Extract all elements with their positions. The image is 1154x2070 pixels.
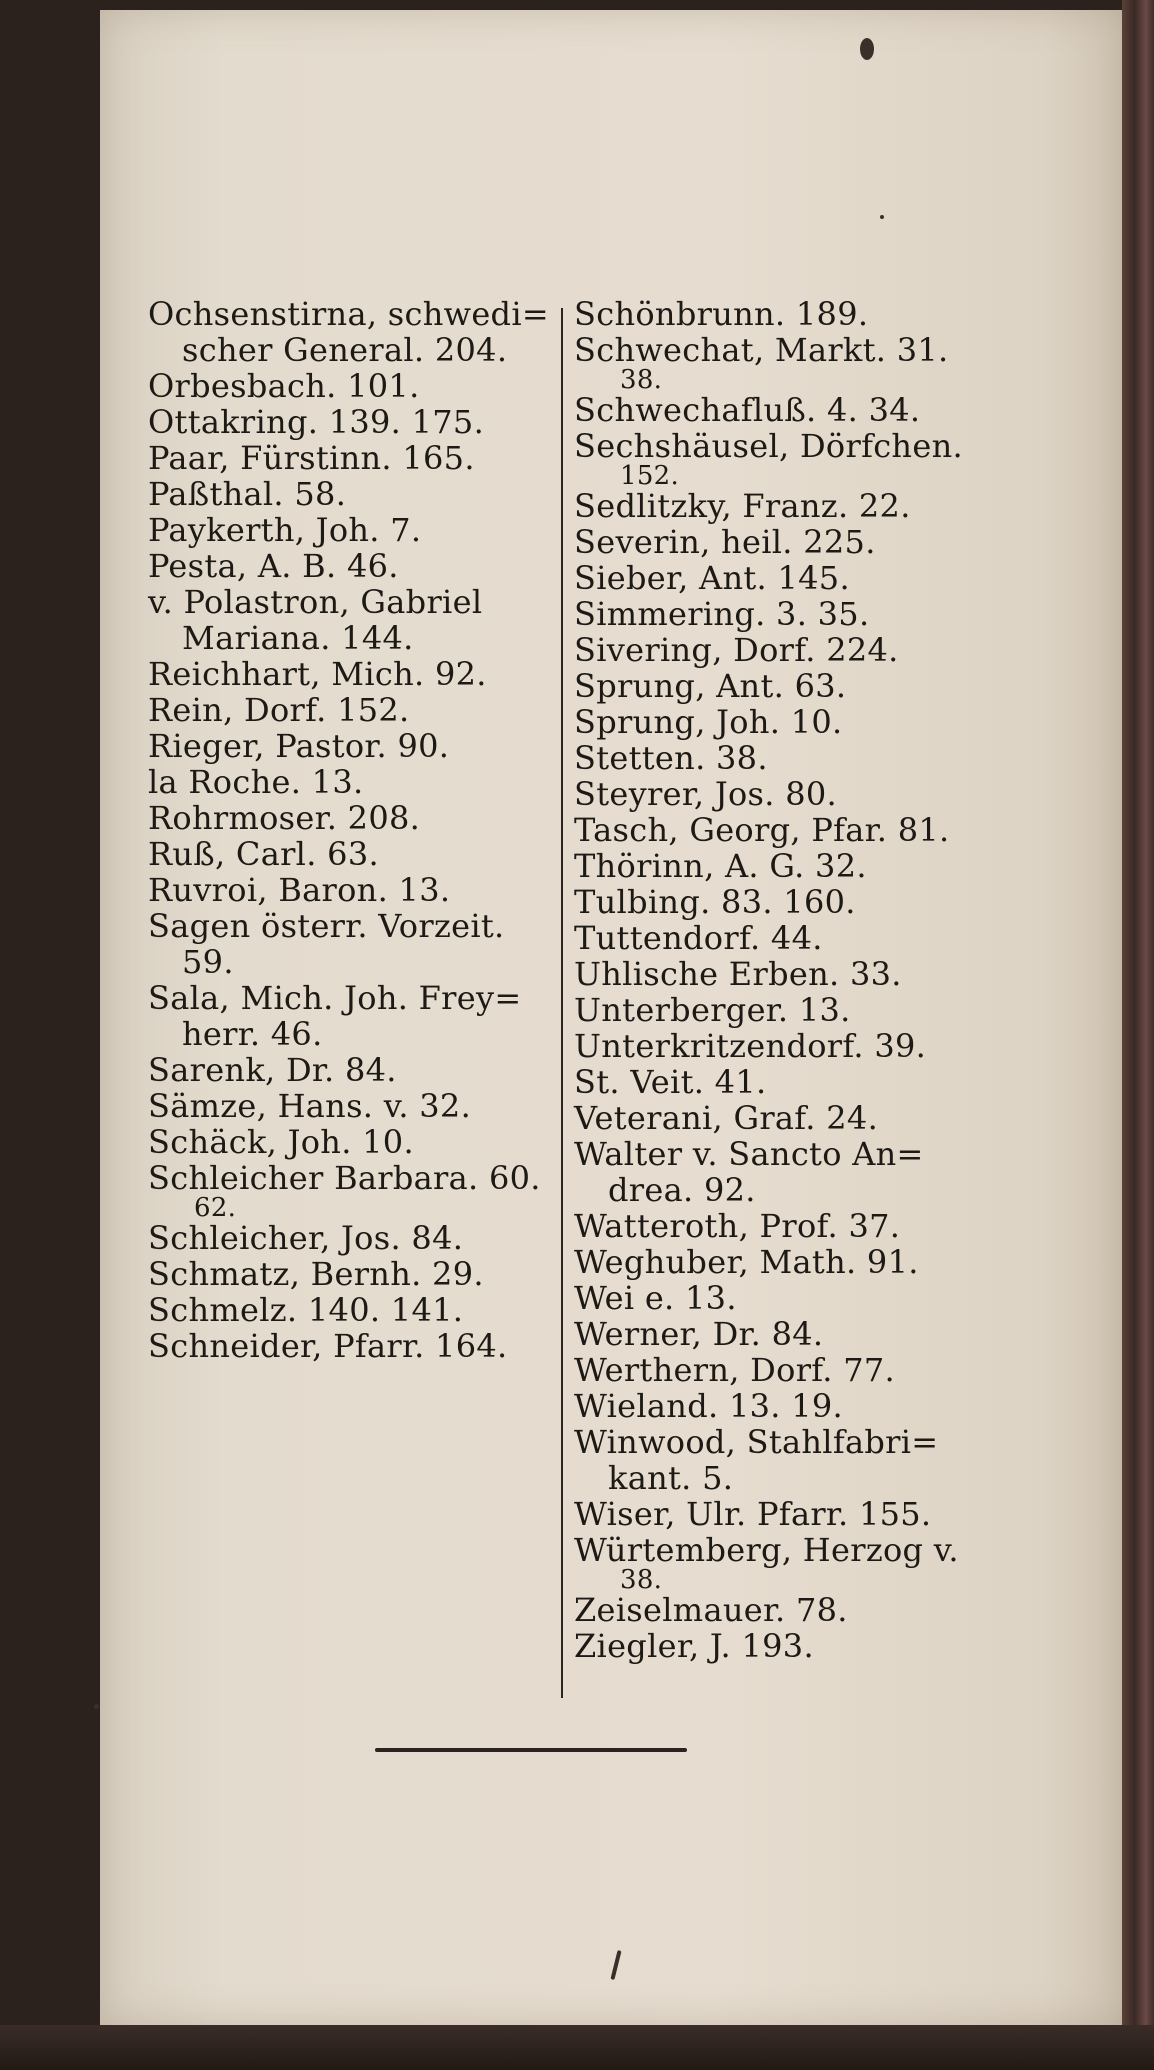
index-entry: [148, 872, 548, 908]
index-entry: [574, 1424, 974, 1496]
index-entry: [148, 980, 548, 1052]
index-entry: [148, 1124, 548, 1160]
entry-continuation: 152.: [620, 461, 680, 491]
entry-text: Rein, Dorf. 152.: [148, 691, 410, 729]
index-entry: [574, 524, 974, 560]
entry-text: Reichhart, Mich. 92.: [148, 655, 487, 693]
book-binding: [1122, 0, 1154, 2070]
entry-text: Sarenk, Dr. 84.: [148, 1051, 397, 1089]
index-entry: [574, 1208, 974, 1244]
index-entry: [148, 1088, 548, 1124]
entry-text: Schäck, Joh. 10.: [148, 1123, 414, 1161]
entry-text: Ottakring. 139. 175.: [148, 403, 485, 441]
entry-text: Sämze, Hans. v. 32.: [148, 1087, 472, 1125]
index-entry: [148, 656, 548, 692]
entry-text: Ziegler, J. 193.: [574, 1627, 814, 1665]
entry-text: Schwechat, Markt. 31.: [574, 331, 949, 369]
index-entry: [148, 404, 548, 440]
entry-text: Wei e. 13.: [574, 1279, 737, 1317]
index-entry: [574, 1280, 974, 1316]
index-entry: [148, 584, 548, 656]
index-entry: [574, 1064, 974, 1100]
index-entry: [574, 1352, 974, 1388]
index-entry: [574, 812, 974, 848]
entry-text: Sivering, Dorf. 224.: [574, 631, 899, 669]
index-entry: [148, 836, 548, 872]
index-entry: [574, 992, 974, 1028]
entry-text: v. Polastron, Gabriel: [148, 583, 483, 621]
index-entry: [574, 776, 974, 812]
entry-text: Zeiselmauer. 78.: [574, 1591, 848, 1629]
entry-continuation: scher General. 204.: [182, 331, 508, 369]
entry-continuation: drea. 92.: [608, 1171, 756, 1209]
index-entry: [148, 1328, 548, 1364]
index-entry: [574, 1244, 974, 1280]
index-entry: [574, 668, 974, 704]
entry-text: Sala, Mich. Joh. Frey=: [148, 979, 522, 1017]
entry-text: Weghuber, Math. 91.: [574, 1243, 919, 1281]
index-entry: [148, 728, 548, 764]
index-entry: [148, 368, 548, 404]
index-entry: [574, 632, 974, 668]
entry-text: Sieber, Ant. 145.: [574, 559, 850, 597]
index-entry: [148, 1292, 548, 1328]
index-entry: [574, 920, 974, 956]
entry-text: Tasch, Georg, Pfar. 81.: [574, 811, 950, 849]
index-entry: [148, 800, 548, 836]
page-bottom-edge: [0, 2025, 1154, 2070]
index-entry: [574, 1531, 974, 1595]
index-entry: [148, 512, 548, 548]
entry-continuation: 38.: [620, 365, 663, 395]
entry-text: Schleicher, Jos. 84.: [148, 1219, 464, 1257]
index-right-column: [574, 296, 974, 1664]
entry-continuation: 62.: [194, 1193, 237, 1223]
index-left-column: [148, 296, 548, 1364]
entry-text: Veterani, Graf. 24.: [574, 1099, 879, 1137]
entry-text: Steyrer, Jos. 80.: [574, 775, 838, 813]
ink-speck: [94, 1704, 99, 1709]
entry-text: Wiser, Ulr. Pfarr. 155.: [574, 1495, 932, 1533]
index-entry: [148, 908, 548, 980]
entry-text: Ochsenstirna, schwedi=: [148, 295, 549, 333]
index-entry: [574, 488, 974, 524]
entry-text: Schmatz, Bernh. 29.: [148, 1255, 484, 1293]
entry-text: Rohrmoser. 208.: [148, 799, 421, 837]
entry-text: Schmelz. 140. 141.: [148, 1291, 464, 1329]
ink-speck: [880, 215, 884, 219]
entry-text: Tulbing. 83. 160.: [574, 883, 856, 921]
index-entry: [574, 1628, 974, 1664]
entry-text: Pesta, A. B. 46.: [148, 547, 399, 585]
entry-text: Ruvroi, Baron. 13.: [148, 871, 451, 909]
end-rule: [375, 1748, 687, 1752]
entry-text: Winwood, Stahlfabri=: [574, 1423, 939, 1461]
index-entry: [574, 392, 974, 428]
entry-text: Severin, heil. 225.: [574, 523, 876, 561]
index-entry: [574, 1028, 974, 1064]
index-entry: [148, 692, 548, 728]
index-entry: [574, 596, 974, 632]
index-entry: [574, 1316, 974, 1352]
entry-continuation: kant. 5.: [608, 1459, 734, 1497]
entry-text: Schönbrunn. 189.: [574, 295, 869, 333]
entry-text: Paßthal. 58.: [148, 475, 347, 513]
index-entry: [574, 560, 974, 596]
index-entry: [148, 476, 548, 512]
entry-text: Watteroth, Prof. 37.: [574, 1207, 901, 1245]
entry-text: Sagen österr. Vorzeit.: [148, 907, 505, 945]
entry-continuation: Mariana. 144.: [182, 619, 414, 657]
entry-text: Sedlitzky, Franz. 22.: [574, 487, 911, 525]
index-entry: [148, 1220, 548, 1256]
entry-text: Schneider, Pfarr. 164.: [148, 1327, 508, 1365]
column-divider: [561, 308, 563, 1698]
entry-text: Tuttendorf. 44.: [574, 919, 823, 957]
entry-text: Rieger, Pastor. 90.: [148, 727, 450, 765]
index-entry: [148, 1052, 548, 1088]
index-entry: [148, 1256, 548, 1292]
entry-text: Orbesbach. 101.: [148, 367, 420, 405]
entry-text: Unterberger. 13.: [574, 991, 851, 1029]
index-entry: [574, 956, 974, 992]
entry-text: Paykerth, Joh. 7.: [148, 511, 422, 549]
entry-text: Uhlische Erben. 33.: [574, 955, 902, 993]
index-entry: [574, 1496, 974, 1532]
entry-text: Schwechafluß. 4. 34.: [574, 391, 921, 429]
entry-text: Schleicher Barbara. 60.: [148, 1159, 541, 1197]
entry-text: Werner, Dr. 84.: [574, 1315, 824, 1353]
index-entry: [148, 548, 548, 584]
index-entry: [574, 1388, 974, 1424]
index-entry: [148, 764, 548, 800]
index-entry: [574, 1100, 974, 1136]
entry-continuation: 38.: [620, 1565, 663, 1595]
entry-text: Sprung, Ant. 63.: [574, 667, 847, 705]
entry-continuation: herr. 46.: [182, 1015, 323, 1053]
index-entry: [574, 848, 974, 884]
entry-text: Thörinn, A. G. 32.: [574, 847, 867, 885]
entry-text: Ruß, Carl. 63.: [148, 835, 379, 873]
index-entry: [574, 1136, 974, 1208]
entry-continuation: 59.: [182, 943, 234, 981]
entry-text: la Roche. 13.: [148, 763, 364, 801]
index-entry: [148, 1159, 548, 1223]
entry-text: Unterkritzendorf. 39.: [574, 1027, 927, 1065]
entry-text: Würtemberg, Herzog v.: [574, 1531, 959, 1569]
index-entry: [148, 440, 548, 476]
index-entry: [574, 740, 974, 776]
index-entry: [574, 331, 974, 395]
index-entry: [574, 427, 974, 491]
index-entry: [574, 884, 974, 920]
entry-text: Walter v. Sancto An=: [574, 1135, 924, 1173]
entry-text: Paar, Fürstinn. 165.: [148, 439, 475, 477]
index-entry: [574, 704, 974, 740]
entry-text: Sprung, Joh. 10.: [574, 703, 843, 741]
entry-text: Simmering. 3. 35.: [574, 595, 870, 633]
ink-speck: [860, 38, 874, 60]
index-entry: [574, 296, 974, 332]
index-entry: [148, 296, 548, 368]
entry-text: St. Veit. 41.: [574, 1063, 767, 1101]
entry-text: Werthern, Dorf. 77.: [574, 1351, 896, 1389]
entry-text: Sechshäusel, Dörfchen.: [574, 427, 963, 465]
entry-text: Stetten. 38.: [574, 739, 768, 777]
index-entry: [574, 1592, 974, 1628]
entry-text: Wieland. 13. 19.: [574, 1387, 844, 1425]
index-columns: [148, 296, 988, 1716]
